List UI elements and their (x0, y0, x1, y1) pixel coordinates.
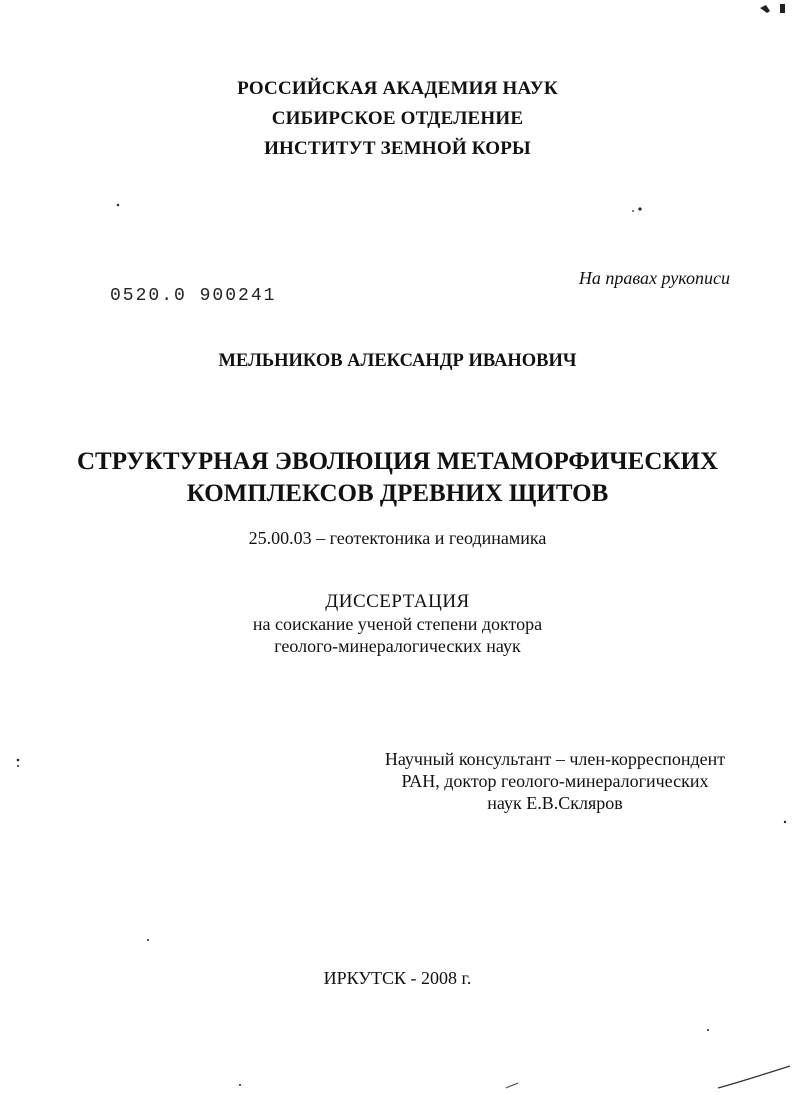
rights-note: На правах рукописи (578, 268, 730, 288)
consultant-line-2: РАН, доктор геолого-минералогических (401, 771, 709, 791)
author-name: МЕЛЬНИКОВ АЛЕКСАНДР ИВАНОВИЧ (218, 351, 577, 371)
dissertation-heading: ДИССЕРТАЦИЯ (325, 591, 470, 612)
branch-name: СИБИРСКОЕ ОТДЕЛЕНИЕ (271, 108, 524, 129)
title-line-2: КОМПЛЕКСОВ ДРЕВНИХ ЩИТОВ (186, 480, 609, 507)
degree-line-1: на соискание ученой степени доктора (252, 614, 543, 634)
city-year: ИРКУТСК - 2008 г. (323, 968, 472, 988)
specialty-code: 25.00.03 – геотектоника и геодинамика (248, 528, 547, 548)
institute-name: ИНСТИТУТ ЗЕМНОЙ КОРЫ (264, 138, 531, 159)
title-line-1: СТРУКТУРНАЯ ЭВОЛЮЦИЯ МЕТАМОРФИЧЕСКИХ (76, 448, 718, 475)
degree-line-2: геолого-минералогических наук (274, 636, 521, 656)
registration-code: 0520.0 900241 (110, 286, 277, 306)
consultant-line-3: наук Е.В.Скляров (487, 793, 623, 813)
academy-name: РОССИЙСКАЯ АКАДЕМИЯ НАУК (237, 78, 558, 99)
consultant-line-1: Научный консультант – член-корреспондент (384, 749, 726, 769)
